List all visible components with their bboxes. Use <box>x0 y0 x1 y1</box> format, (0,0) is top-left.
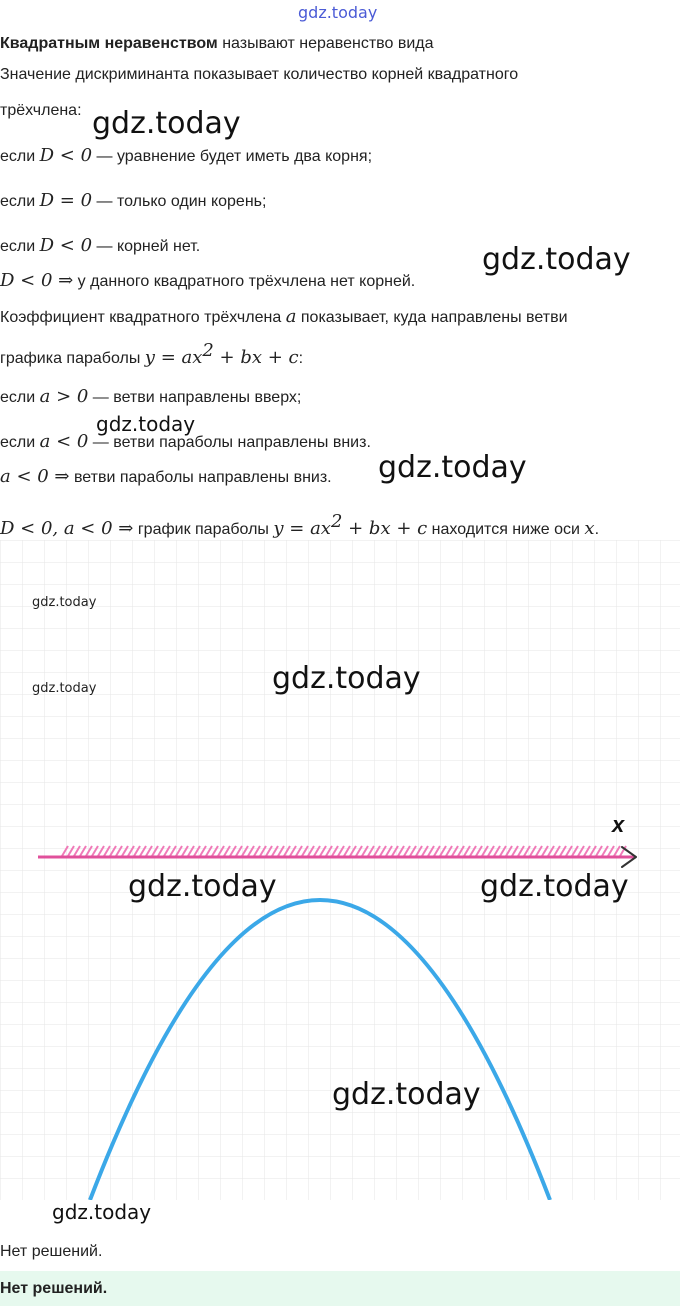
case-two-roots <box>0 145 372 166</box>
final-formula: $y = ax^2$ + bx + c <box>273 511 428 539</box>
definition-line <box>0 35 433 53</box>
no-solutions-text: Нет решений. <box>0 1243 103 1260</box>
conclusion-text: ветви параболы направлены вниз. <box>73 469 332 486</box>
definition-rest: называют неравенство вида <box>222 35 434 52</box>
case-math: a < 0 <box>39 431 89 452</box>
coef-prefix: Коэффициент квадратного трёхчлена <box>0 309 282 326</box>
answer-box <box>0 1271 680 1306</box>
case-branches-down <box>0 431 371 452</box>
case-prefix: если <box>0 238 36 255</box>
final-text-2: находится ниже оси <box>431 521 580 538</box>
watermark: gdz.today <box>480 869 629 904</box>
case-prefix: если <box>0 434 36 451</box>
case-text: — ветви направлены вверх; <box>92 389 302 406</box>
formula-prefix: графика параболы <box>0 350 141 367</box>
final-text: график параболы <box>137 521 269 538</box>
case-no-roots <box>0 235 200 256</box>
watermark: gdz.today <box>482 242 631 277</box>
x-axis-label: x <box>612 812 625 837</box>
watermark: gdz.today <box>96 412 196 436</box>
case-math: a > 0 <box>39 386 89 407</box>
watermark: gdz.today <box>332 1077 481 1112</box>
coef-math: a <box>285 306 297 327</box>
conclusion-math: a < 0 ⇒ <box>0 466 70 487</box>
watermark: gdz.today <box>32 595 97 610</box>
coef-text: показывает, куда направлены ветви <box>300 309 568 326</box>
watermark-top: gdz.today <box>298 3 378 22</box>
discriminant-line-end: трёхчлена: <box>0 102 82 119</box>
watermark: gdz.today <box>378 450 527 485</box>
case-prefix: если <box>0 389 36 406</box>
watermark: gdz.today <box>272 661 421 696</box>
discriminant-line: Значение дискриминанта показывает количество корней квадратного <box>0 66 519 83</box>
case-text: — уравнение будет иметь два корня; <box>96 148 373 165</box>
case-text: — ветви параболы направлены вниз. <box>92 434 371 451</box>
case-prefix: если <box>0 148 36 165</box>
watermark: gdz.today <box>92 106 241 141</box>
final-axis: x <box>584 518 595 539</box>
case-branches-up <box>0 386 301 407</box>
case-math: D = 0 <box>39 190 93 211</box>
conclusion-text: у данного квадратного трёхчлена нет корней. <box>77 273 416 290</box>
watermark: gdz.today <box>32 681 97 696</box>
case-math: D < 0 <box>39 145 93 166</box>
case-text: — только один корень; <box>96 193 267 210</box>
parabola-figure <box>0 540 680 1200</box>
case-prefix: если <box>0 193 36 210</box>
parabola-formula: $y = ax^2$ + bx + c <box>144 340 299 368</box>
term-bold: Квадратным неравенством <box>0 35 218 52</box>
formula-colon: : <box>298 350 304 367</box>
watermark: gdz.today <box>52 1200 152 1224</box>
answer-text: Нет решений. <box>0 1280 108 1297</box>
final-math: D < 0, a < 0 ⇒ <box>0 518 134 539</box>
discriminant-conclusion <box>0 270 415 291</box>
final-conclusion <box>0 511 599 539</box>
conclusion-math: D < 0 ⇒ <box>0 270 74 291</box>
branches-conclusion <box>0 466 332 487</box>
watermark: gdz.today <box>128 869 277 904</box>
case-text: — корней нет. <box>96 238 201 255</box>
case-one-root <box>0 190 266 211</box>
parabola-formula-line <box>0 340 303 368</box>
final-period: . <box>594 521 600 538</box>
case-math: D < 0 <box>39 235 93 256</box>
coefficient-line <box>0 306 568 327</box>
